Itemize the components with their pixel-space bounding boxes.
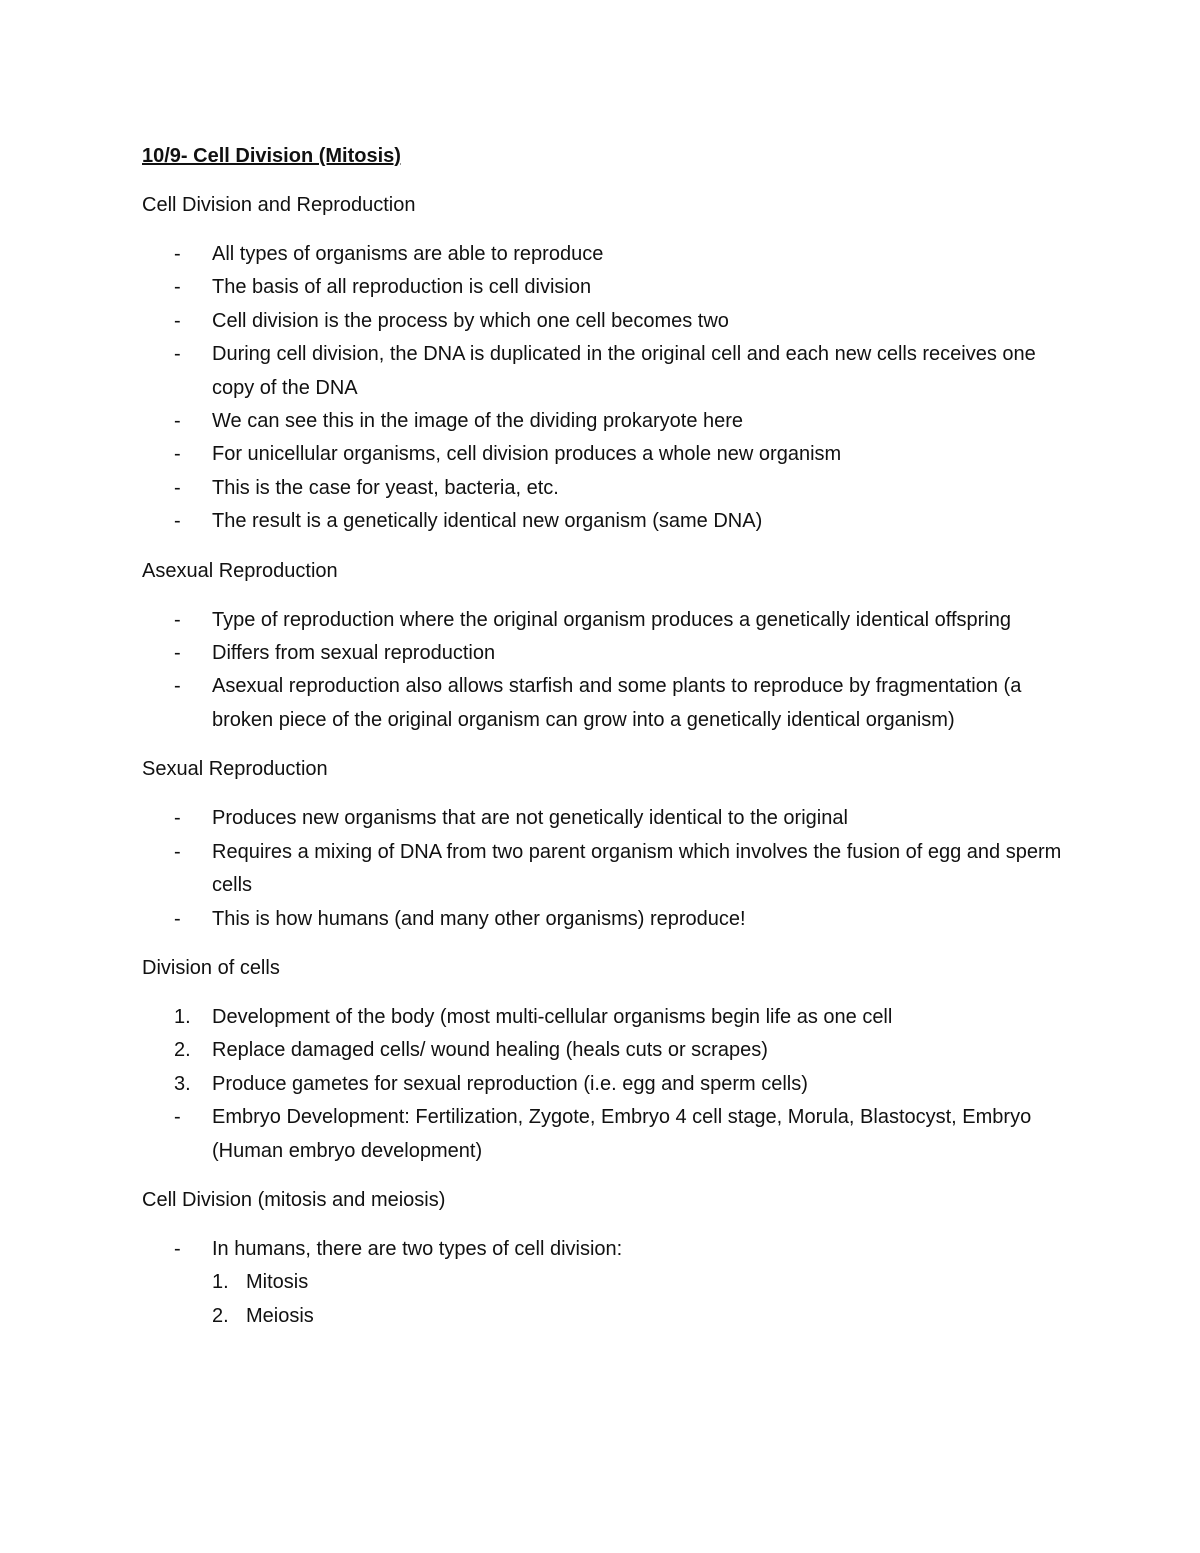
list-item-text: All types of organisms are able to reproduce xyxy=(212,243,604,265)
list-marker: 1. xyxy=(212,1271,229,1294)
list-marker: - xyxy=(174,642,181,665)
list-item-text: Differs from sexual reproduction xyxy=(212,642,496,665)
list-marker: - xyxy=(174,807,181,830)
list-marker: - xyxy=(174,840,181,863)
list-item xyxy=(142,238,1082,271)
list-item-text: Type of reproduction where the original organism produces a genetically identical offspring xyxy=(212,608,1011,631)
section-heading: Sexual Reproduction xyxy=(142,758,328,781)
section-heading: Cell Division (mitosis and meiosis) xyxy=(142,1188,446,1211)
list-item xyxy=(142,472,1082,505)
list-marker: - xyxy=(174,510,181,533)
list-item xyxy=(142,670,1082,737)
numbered-list xyxy=(142,1001,1082,1168)
bullet-list xyxy=(142,604,1082,738)
list-marker: - xyxy=(174,1106,181,1129)
list-item-text: Produces new organisms that are not genetically identical to the original xyxy=(212,807,848,830)
list-item xyxy=(142,305,1082,338)
list-marker: - xyxy=(174,243,181,265)
list-item xyxy=(142,604,1082,637)
list-marker: 1. xyxy=(174,1005,191,1028)
list-item xyxy=(142,637,1082,670)
list-item xyxy=(142,271,1082,304)
list-item-text: Development of the body (most multi-cellular organisms begin life as one cell xyxy=(212,1005,893,1028)
list-marker: - xyxy=(174,309,181,332)
bullet-list xyxy=(142,1233,1082,1333)
page-title: 10/9- Cell Division (Mitosis) xyxy=(142,145,401,167)
bullet-list xyxy=(142,238,1082,539)
list-item xyxy=(142,836,1082,903)
list-item-text: In humans, there are two types of cell division: xyxy=(212,1237,623,1260)
list-item-text: The basis of all reproduction is cell division xyxy=(212,276,592,299)
list-item-text: For unicellular organisms, cell division produces a whole new organism xyxy=(212,443,842,466)
section-heading: Asexual Reproduction xyxy=(142,559,338,582)
nested-list-item xyxy=(212,1300,1082,1333)
list-item-text: Requires a mixing of DNA from two parent organism which involves the fusion of egg and sperm cells xyxy=(212,840,1062,897)
list-item-text: Produce gametes for sexual reproduction (i.e. egg and sperm cells) xyxy=(212,1072,808,1095)
list-marker: - xyxy=(174,276,181,299)
nested-list-item xyxy=(212,1266,1082,1299)
list-marker: - xyxy=(174,675,181,698)
list-item-text: Mitosis xyxy=(246,1271,309,1294)
list-item xyxy=(142,1034,1082,1067)
section-heading: Division of cells xyxy=(142,956,280,979)
list-item xyxy=(142,903,1082,936)
list-marker: - xyxy=(174,443,181,466)
list-marker: 3. xyxy=(174,1072,191,1095)
list-item xyxy=(142,338,1082,405)
list-item-text: Replace damaged cells/ wound healing (heals cuts or scrapes) xyxy=(212,1039,768,1062)
list-item xyxy=(142,1101,1082,1168)
list-item-text: During cell division, the DNA is duplicated in the original cell and each new cells receives one copy of the DNA xyxy=(212,343,1036,399)
list-marker: - xyxy=(174,608,181,631)
nested-numbered-list xyxy=(212,1266,1082,1333)
list-item xyxy=(142,802,1082,835)
list-item-text: The result is a genetically identical new organism (same DNA) xyxy=(212,510,763,533)
list-marker: 2. xyxy=(174,1039,191,1062)
list-item xyxy=(142,505,1082,538)
list-marker: - xyxy=(174,907,181,930)
list-item-text: Cell division is the process by which one cell becomes two xyxy=(212,309,729,332)
list-marker: - xyxy=(174,410,181,433)
list-item-text: We can see this in the image of the dividing prokaryote here xyxy=(212,410,744,433)
list-item-text: Asexual reproduction also allows starfish and some plants to reproduce by fragmentation (a broken piece of the original organism can grow into a genetically identical organism) xyxy=(212,675,1022,731)
section-heading: Cell Division and Reproduction xyxy=(142,194,416,216)
list-marker: 2. xyxy=(212,1304,229,1327)
list-item-text: This is how humans (and many other organisms) reproduce! xyxy=(212,907,746,930)
list-item xyxy=(142,1001,1082,1034)
list-item-text: This is the case for yeast, bacteria, etc. xyxy=(212,476,559,499)
bullet-list xyxy=(142,802,1082,936)
list-marker: - xyxy=(174,476,181,499)
document-content xyxy=(142,140,1082,1333)
list-item xyxy=(142,405,1082,438)
list-marker: - xyxy=(174,1237,181,1260)
list-item-text: Meiosis xyxy=(246,1304,314,1327)
list-marker: - xyxy=(174,343,181,366)
list-item xyxy=(142,438,1082,471)
list-item xyxy=(142,1068,1082,1101)
list-item-text: Embryo Development: Fertilization, Zygote, Embryo 4 cell stage, Morula, Blastocyst, Embryo (Human embryo development) xyxy=(212,1106,1032,1162)
list-item xyxy=(142,1233,1082,1333)
